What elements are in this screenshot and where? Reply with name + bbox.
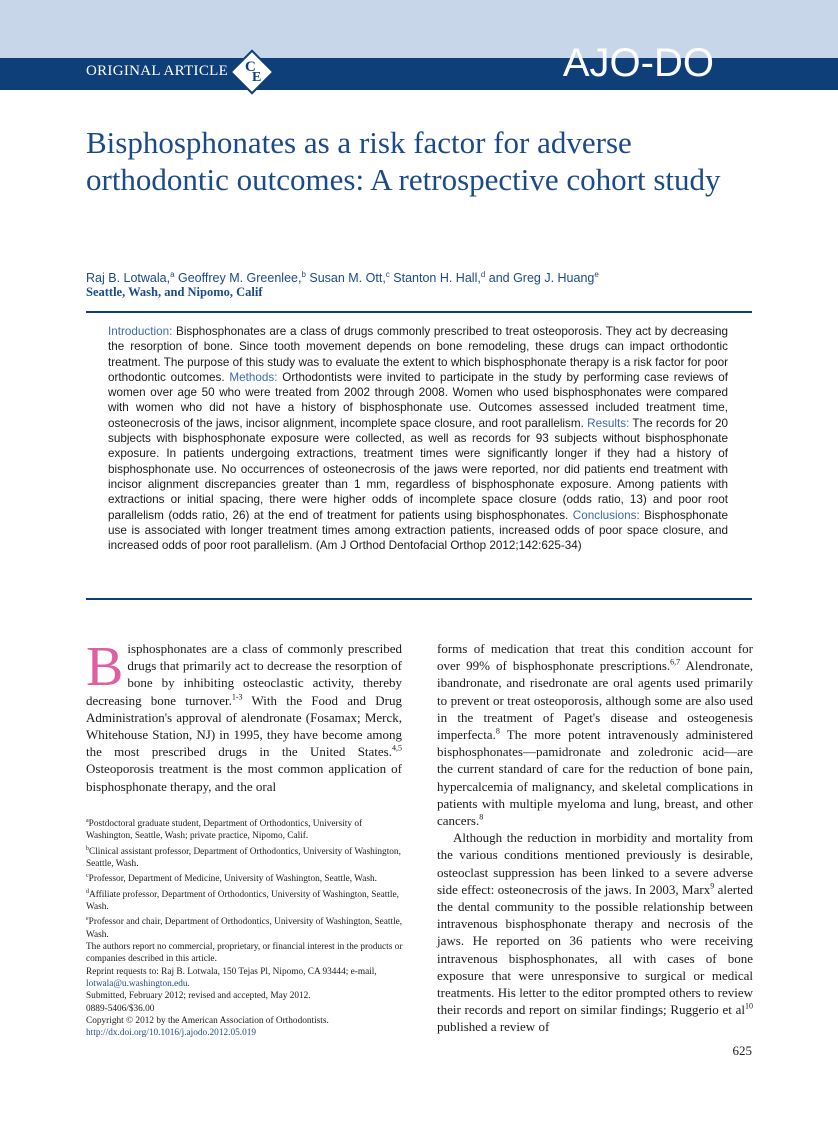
conflict-statement: The authors report no commercial, proprietary, or financial interest in the products or companies described in this article. bbox=[86, 942, 403, 965]
footnote-text: Professor, Department of Medicine, University of Washington, Seattle, Wash. bbox=[88, 874, 377, 885]
reprint-requests bbox=[86, 966, 404, 991]
author-affiliation-mark: b bbox=[301, 270, 306, 279]
body-text: Although the reduction in morbidity and mortality from the various conditions mentioned previously is desirable, osteoclast suppression has been linked to a severe adverse side effect: osteonecrosis of the jaws. In 2003, Marx bbox=[437, 830, 753, 897]
author-name: Raj B. Lotwala, bbox=[86, 271, 171, 286]
footnote-mark: c bbox=[86, 873, 89, 880]
citation-link[interactable]: 1-3 bbox=[231, 692, 243, 702]
abstract bbox=[108, 324, 728, 553]
author-name: and Greg J. Huang bbox=[485, 271, 595, 286]
author-name: Susan M. Ott, bbox=[305, 271, 386, 286]
author-name: Geoffrey M. Greenlee, bbox=[174, 271, 302, 286]
ce-badge-c: C bbox=[245, 59, 256, 75]
author-affiliation-mark: a bbox=[170, 270, 175, 279]
abstract-bottom-rule bbox=[86, 598, 752, 600]
journal-logo: AJO-DO bbox=[562, 41, 714, 85]
ce-badge-e: E bbox=[252, 70, 262, 85]
citation-link[interactable]: 4,5 bbox=[392, 743, 402, 753]
abstract-heading-conclusions: Conclusions: bbox=[572, 508, 640, 522]
drop-cap: B bbox=[86, 636, 124, 698]
author-affiliation-mark: c bbox=[385, 270, 390, 279]
footnote-affiliation bbox=[86, 886, 404, 914]
footnote-text: Clinical assistant professor, Department of Orthodontics, University of Washington, Seattle, Wash. bbox=[86, 846, 401, 870]
body-text: Osteoporosis treatment is the most common application of bisphosphonate therapy, and the oral bbox=[86, 761, 402, 794]
body-text: The more potent intravenously administered bisphosphonates—pamidronate and zoledronic acid—are the current standard of care for the reduction of bone pain, hypercalcemia of malignancy, and skeletal complications in patients with multiple myeloma and lung, breast, and other cancers. bbox=[437, 727, 753, 829]
reprint-text: Reprint requests to: Raj B. Lotwala, 150 Tejas Pl, Nipomo, CA 93444; e-mail, bbox=[86, 966, 377, 977]
author-affiliation-mark: e bbox=[594, 270, 599, 279]
body-text: Alendronate, ibandronate, and risedronate are oral agents used primarily to prevent or treat osteoporosis, although some are also used in the treatment of Paget's disease and osteogenesis imperfecta. bbox=[437, 658, 753, 743]
footnote-affiliation bbox=[86, 815, 404, 843]
author-name: Stanton H. Hall, bbox=[389, 271, 481, 286]
body-text: isphosphonates are a class of commonly prescribed drugs that primarily act to decrease the resorption of bone by inhibiting osteoclastic activity, thereby decreasing bone turnover. bbox=[86, 641, 402, 708]
citation-link[interactable]: 8 bbox=[495, 726, 500, 736]
abstract-introduction-text: Bisphosphonates are a class of drugs commonly prescribed to treat osteoporosis. They act by decreasing the resorption of bone. Since tooth movement depends on bone remodeling, these drugs can impact orthodontic treatment. The purpose of this study was to evaluate the extent to which bisphosphonate therapy is a risk factor for poor orthodontic outcomes. bbox=[108, 325, 728, 384]
citation-link[interactable]: 8 bbox=[479, 812, 484, 822]
footnote-affiliation bbox=[86, 913, 404, 941]
abstract-top-rule bbox=[86, 311, 752, 313]
footnote-text: Professor and chair, Department of Orthodontics, University of Washington, Seattle, Wash. bbox=[86, 917, 403, 940]
abstract-heading-methods: Methods: bbox=[229, 370, 278, 384]
abstract-heading-results: Results: bbox=[587, 416, 630, 430]
article-type-label: ORIGINAL ARTICLE bbox=[86, 63, 229, 79]
author-affiliation-mark: d bbox=[480, 270, 486, 279]
footnote-mark: a bbox=[86, 818, 89, 824]
abstract-methods-text: Orthodontists were invited to participate in the study by performing case reviews of women over age 50 who were treated from 2002 through 2008. Women who used bisphosphonates were compared with women who did not have a history of bisphosphonate use. Outcomes assessed included treatment time, osteonecrosis of the jaws, incisor alignment, incomplete space closure, and root parallelism. bbox=[108, 370, 728, 430]
citation-link[interactable]: 10 bbox=[745, 1001, 753, 1011]
footnotes bbox=[86, 815, 404, 1040]
body-paragraph bbox=[437, 640, 753, 829]
footnote-mark: d bbox=[86, 888, 89, 895]
email-link[interactable]: lotwala@u.washington.edu. bbox=[86, 979, 190, 990]
footnote-mark: e bbox=[86, 916, 89, 923]
ce-badge-icon bbox=[228, 48, 276, 96]
body-column-right bbox=[437, 640, 753, 1036]
body-text: alerted the dental community to the possible relationship between intravenous bisphosphonate therapy and necrosis of the jaws. He reported on 36 patients who were receiving intravenous bisphosphonates, all with cases of bone exposure that were unresponsive to surgical or medical treatments. His letter to the editor prompted others to review their records and report on similar findings; Ruggerio et al bbox=[437, 881, 753, 1018]
body-text: forms of medication that treat this condition account for over 99% of bisphosphonate prescriptions. bbox=[437, 641, 753, 674]
footnote-text: Postdoctoral graduate student, Department of Orthodontics, University of Washington, Seattle, Wash; private practice, Nipomo, Calif. bbox=[86, 819, 363, 842]
citation-link[interactable]: 6,7 bbox=[670, 657, 681, 667]
body-text: With the Food and Drug Administration's approval of alendronate (Fosamax; Merck, Whitehouse Station, NJ) in 1995, they have become among the most prescribed drugs in the United States. bbox=[86, 692, 402, 760]
body-paragraph bbox=[437, 829, 753, 1035]
doi-link[interactable]: http://dx.doi.org/10.1016/j.ajodo.2012.05.019 bbox=[86, 1028, 257, 1039]
abstract-results-text: The records for 20 subjects with bisphosphonate exposure were collected, as well as records for 93 subjects without bisphosphonate exposure. In patients undergoing extractions, treatment times were significantly longer if they had a history of bisphosphonate use. No occurrences of osteonecrosis of the jaws were reported, nor did patients end treatment with incisor alignment discrepancies greater than 1 mm, regardless of bisphosphonate exposure. Among patients with extractions or initial spacing, there were higher odds of incomplete space closure (odds ratio, 13) and poor root parallelism (odds ratio, 26) at the end of treatment for patients using bisphosphonates. bbox=[108, 416, 729, 522]
body-paragraph bbox=[86, 636, 402, 795]
footnote-mark: b bbox=[86, 845, 89, 852]
author-location: Seattle, Wash, and Nipomo, Calif bbox=[86, 285, 263, 299]
abstract-heading-introduction: Introduction: bbox=[108, 325, 173, 338]
footnote-affiliation bbox=[86, 843, 404, 871]
body-text: published a review of bbox=[437, 1019, 550, 1035]
issn: 0889-5406/$36.00 bbox=[86, 1003, 155, 1014]
footnote-text: Affiliate professor, Department of Orthodontics, University of Washington, Seattle, Wash. bbox=[86, 889, 399, 913]
abstract-conclusions-text: Bisphosphonate use is associated with longer treatment times among extraction patients, increased odds of poor space closure, and increased odds of poor root parallelism. (Am J Orthod Dentofacial Orthop 2012;142:625-34) bbox=[108, 508, 728, 553]
footnote-affiliation bbox=[86, 870, 404, 885]
article-title: Bisphosphonates as a risk factor for adverse orthodontic outcomes: A retrospective cohort study bbox=[86, 125, 721, 197]
body-column-left bbox=[86, 636, 402, 795]
page-number: 625 bbox=[732, 1043, 752, 1058]
citation-link[interactable]: 9 bbox=[710, 881, 715, 891]
copyright: Copyright © 2012 by the American Association of Orthodontists. bbox=[86, 1015, 329, 1026]
submission-dates: Submitted, February 2012; revised and accepted, May 2012. bbox=[86, 991, 311, 1002]
